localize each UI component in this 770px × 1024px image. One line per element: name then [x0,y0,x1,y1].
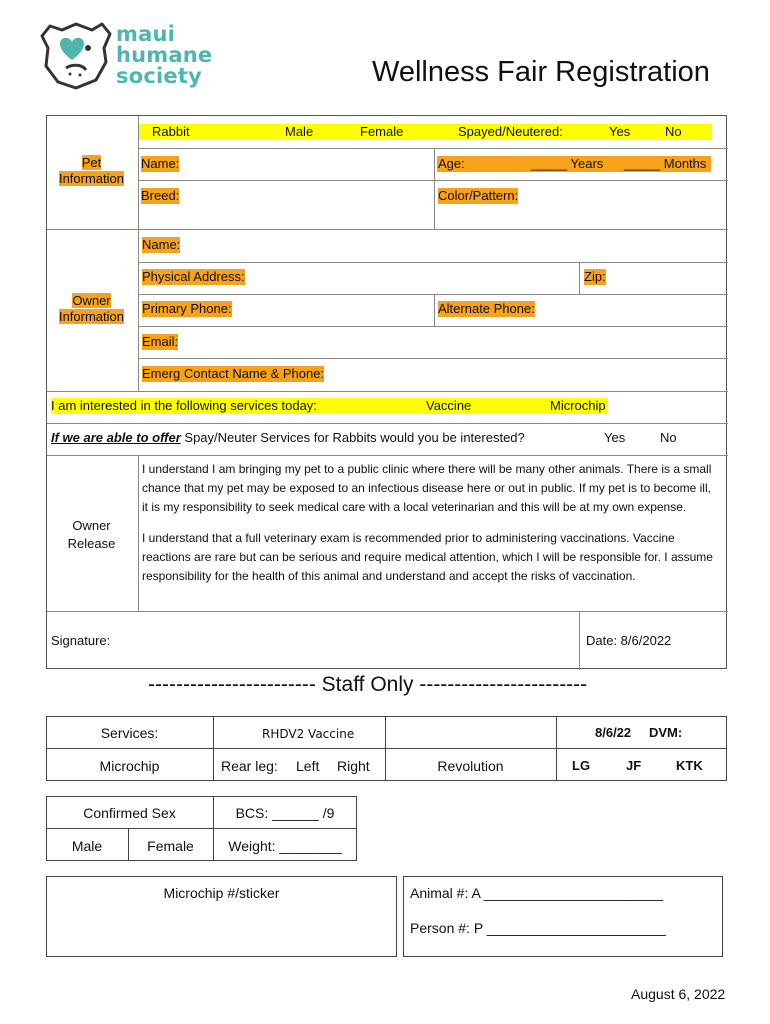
staff-only-heading: ------------------------ Staff Only ------------------------ [148,673,588,696]
pet-breed-field[interactable]: Breed: [141,188,180,203]
logo [36,18,226,90]
spay-neuter-offer-question: If we are able to offer Spay/Neuter Services for Rabbits would you be interested? [51,430,525,445]
owner-zip-field[interactable]: Zip: [584,269,606,284]
staff-date: 8/6/22 [595,725,632,740]
offer-no-option[interactable]: No [660,430,677,445]
sex-male-option[interactable]: Male [285,124,314,139]
signature-field[interactable]: Signature: [51,633,111,648]
confirmed-sex-male[interactable]: Male [71,838,103,854]
logo-line-2: humane [116,43,213,67]
staff-initials-ktk[interactable]: KTK [676,758,703,773]
staff-revolution[interactable]: Revolution [437,758,504,774]
pet-age-field[interactable]: Age: [438,156,465,171]
confirmed-sex-female[interactable]: Female [147,838,194,854]
staff-initials-lg[interactable]: LG [572,758,591,773]
staff-initials-jf[interactable]: JF [626,758,642,773]
pet-section-label: Pet Information [58,155,125,186]
release-paragraph-2: I understand that a full veterinary exam is recommended prior to administering vaccinations. Vaccine reactions are rare but can be serious and require medical attention, which I will be responsible for. I assume responsibility for the health of this animal and understand and accept the risks of vaccination. [142,531,713,583]
spayed-no-option[interactable]: No [665,124,682,139]
rear-leg-left-option[interactable]: Left [296,758,320,774]
staff-microchip-label: Microchip [99,758,160,774]
pet-color-field[interactable]: Color/Pattern: [438,188,519,203]
sex-female-option[interactable]: Female [360,124,404,139]
rear-leg-right-option[interactable]: Right [337,758,370,774]
signature-date: Date: 8/6/2022 [586,633,672,648]
owner-alternate-phone-field[interactable]: Alternate Phone: [438,301,535,316]
release-paragraph-1: I understand I am bringing my pet to a public clinic where there will be many other animals. There is a small chance that my pet may be exposed to an infectious disease here or out in public. If my pet is to become ill, it is my responsibility to seek medical care with a local veterinarian and this will be at my own expense. [142,462,712,514]
service-vaccine-option[interactable]: Vaccine [426,398,472,413]
species-rabbit-option[interactable]: Rabbit [152,124,190,139]
owner-email-field[interactable]: Email: [142,334,179,349]
staff-dvm-label: DVM: [649,725,683,740]
animal-number-field[interactable]: Animal #: A _______________________ [410,885,664,901]
emergency-contact-field[interactable]: Emerg Contact Name & Phone: [142,366,325,381]
spayed-neutered-label: Spayed/Neutered: [458,124,563,139]
dog-logo-icon [36,18,116,90]
pet-age-years[interactable]: _____ Years [531,156,604,171]
bcs-field[interactable]: BCS: ______ /9 [235,805,335,821]
confirmed-sex-label: Confirmed Sex [83,805,176,821]
owner-release-label: Owner Release [67,518,116,551]
offer-yes-option[interactable]: Yes [604,430,626,445]
logo-line-1: maui [116,22,176,46]
logo-line-3: society [116,64,202,88]
pet-name-field[interactable]: Name: [141,156,180,171]
staff-rhdv2-vaccine[interactable]: RHDV2 Vaccine [262,727,355,741]
person-number-field[interactable]: Person #: P _______________________ [410,920,666,936]
footer-date: August 6, 2022 [631,986,726,1002]
page-title: Wellness Fair Registration [372,56,710,88]
staff-services-label: Services: [100,725,159,741]
spayed-yes-option[interactable]: Yes [609,124,631,139]
weight-field[interactable]: Weight: ________ [228,838,342,854]
owner-section-label: Owner Information [58,293,125,324]
pet-age-months[interactable]: _____ Months [624,156,707,171]
microchip-sticker-label: Microchip #/sticker [163,885,280,901]
services-interested-label: I am interested in the following services today: [51,398,317,413]
owner-primary-phone-field[interactable]: Primary Phone: [142,301,232,316]
rear-leg-label: Rear leg: [221,758,278,774]
service-microchip-option[interactable]: Microchip [550,398,606,413]
owner-address-field[interactable]: Physical Address: [142,269,245,284]
owner-name-field[interactable]: Name: [142,237,181,252]
owner-release-text [142,460,716,598]
